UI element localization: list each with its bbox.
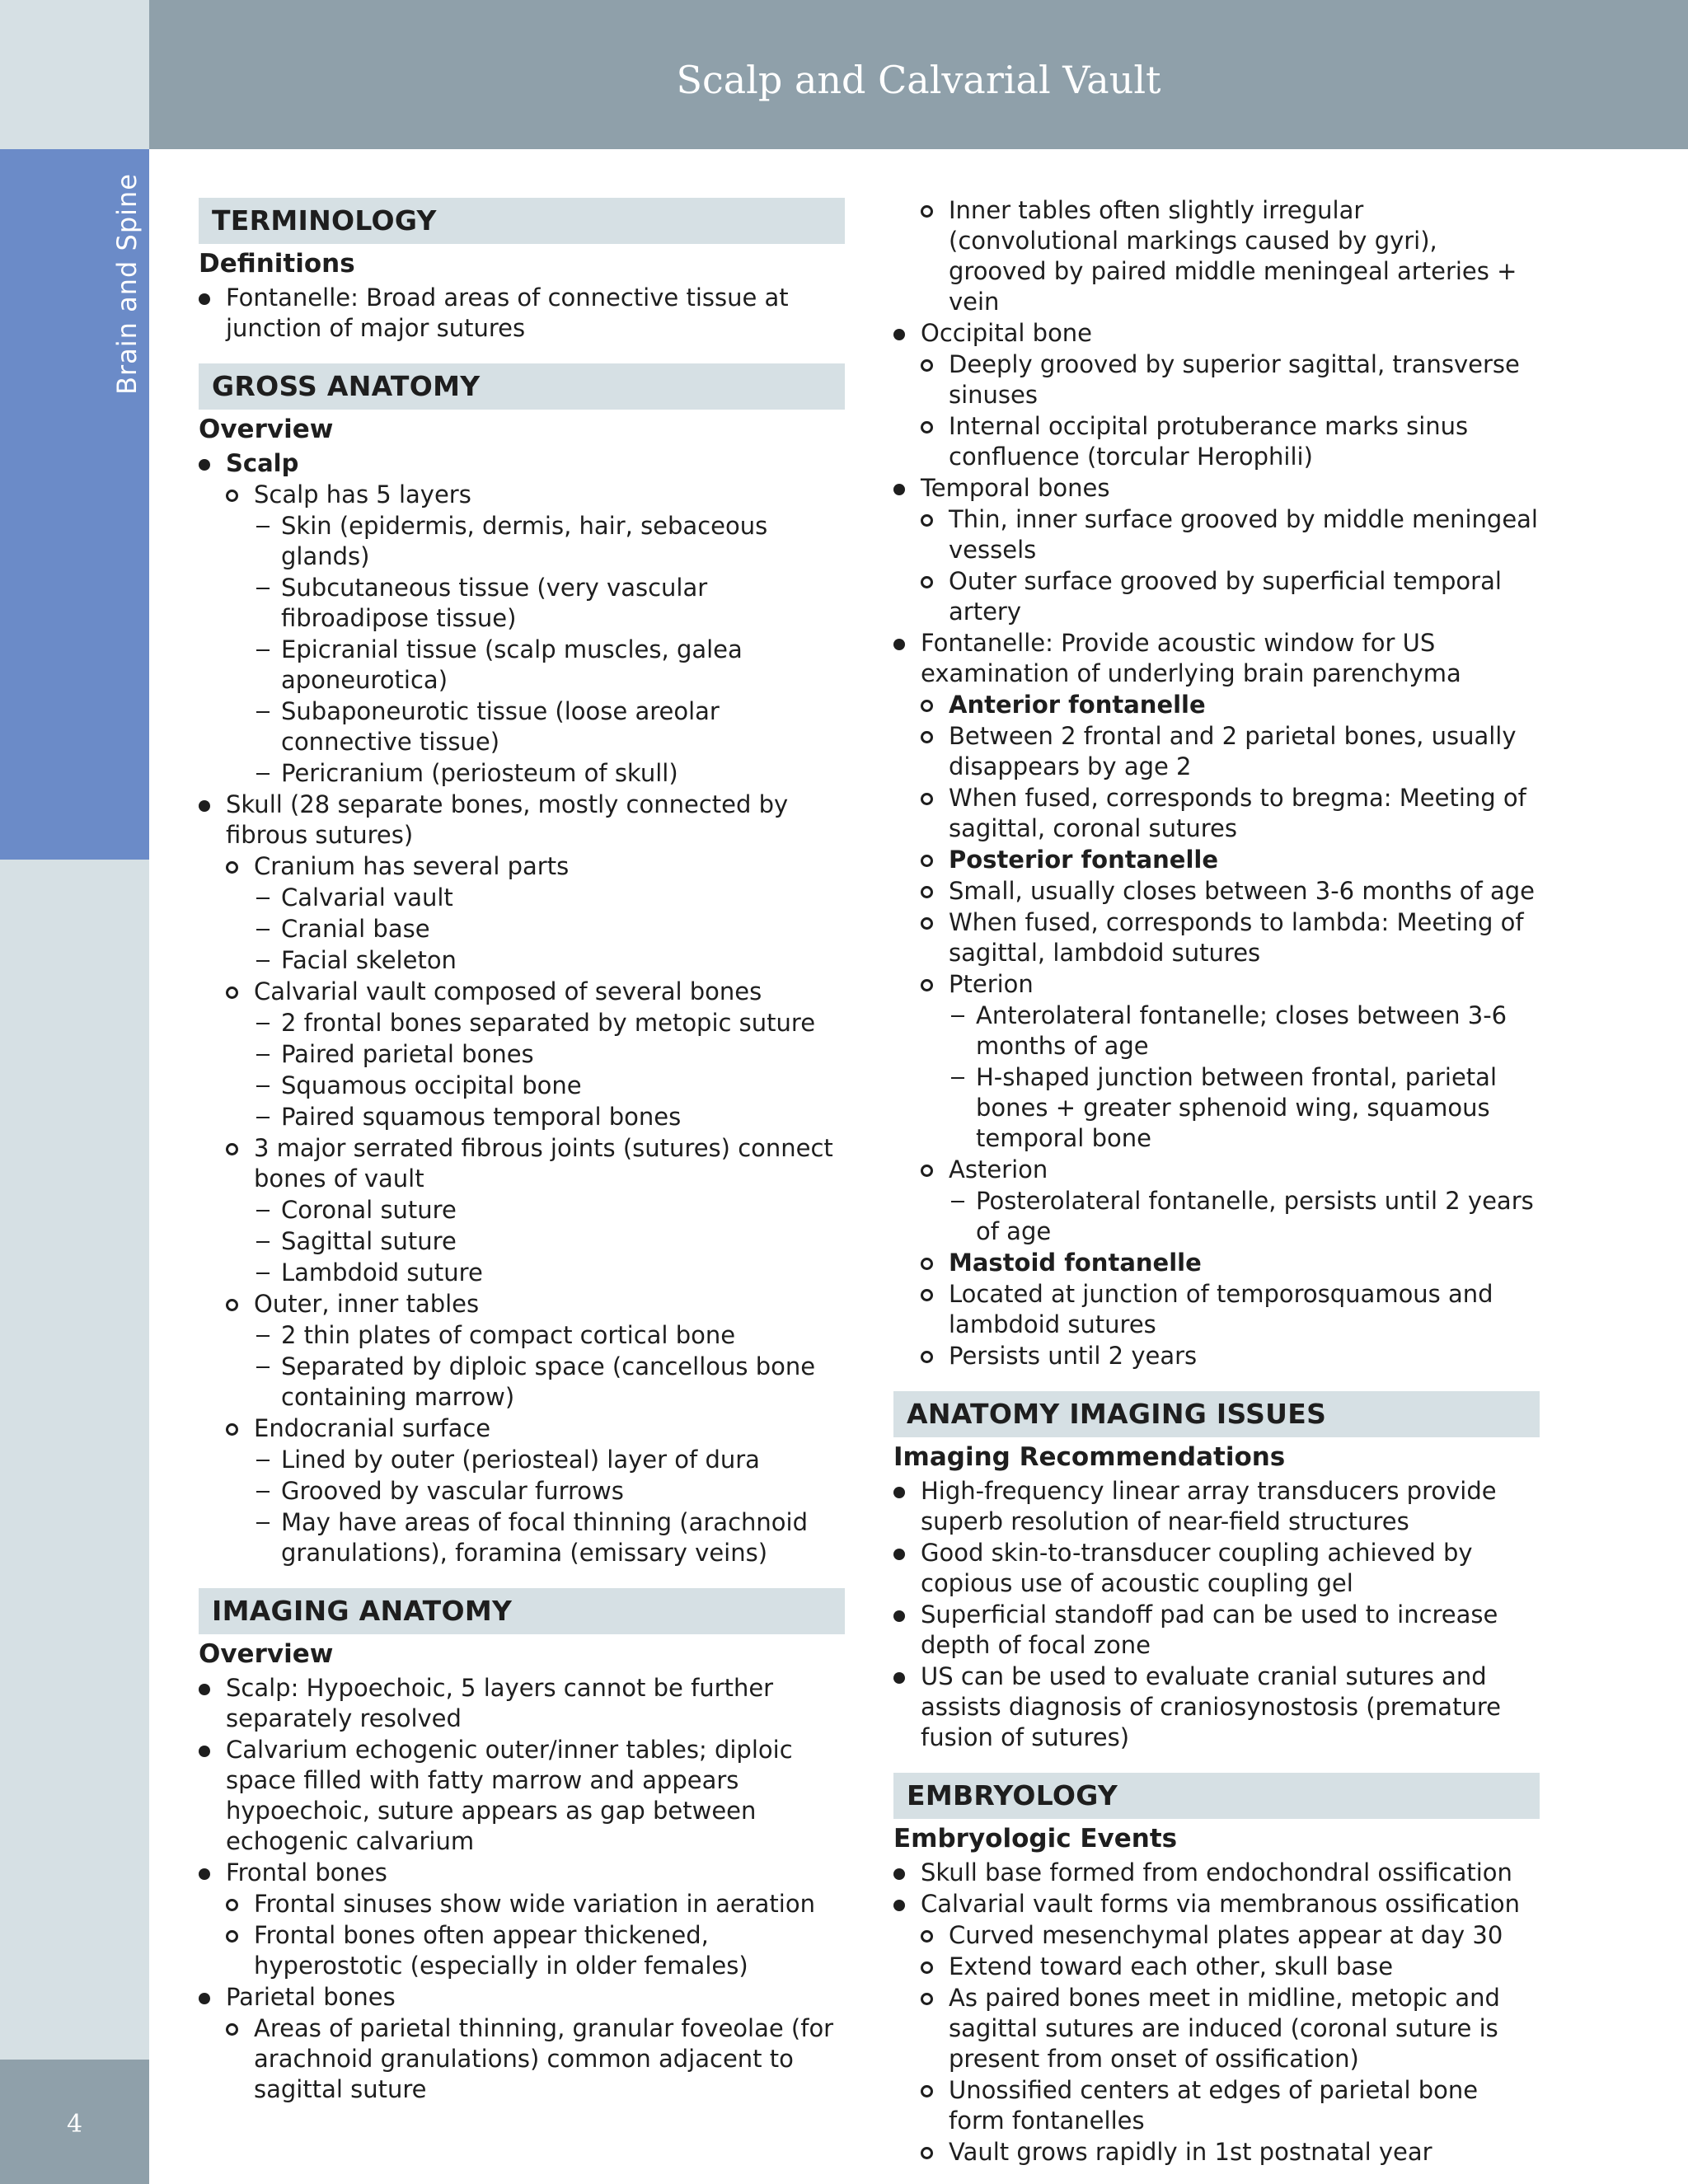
list-item: [893, 969, 1540, 1000]
list-item-text: High-frequency linear array transducers provide superb resolution of near-field structures: [921, 1477, 1497, 1535]
list-item-text: Small, usually closes between 3-6 months of age: [949, 877, 1535, 905]
bullet-ring-icon: [226, 1299, 238, 1311]
bullet-dash-icon: [256, 1210, 270, 1212]
bullet-ring-icon: [921, 793, 933, 805]
bullet-dash-icon: [256, 898, 270, 899]
list-item: [893, 1279, 1540, 1340]
list-item: [199, 1735, 845, 1857]
list-item-text: Endocranial surface: [254, 1414, 491, 1442]
section-heading: ANATOMY IMAGING ISSUES: [893, 1391, 1540, 1437]
bullet-dash-icon: [256, 1241, 270, 1243]
subsection-heading: Definitions: [199, 249, 355, 279]
list-item: [893, 349, 1540, 410]
list-item-text: Posterolateral fontanelle, persists until 2 years of age: [976, 1187, 1534, 1245]
list-item-text: Curved mesenchymal plates appear at day 30: [949, 1921, 1503, 1949]
bullet-ring-icon: [226, 490, 238, 502]
list-item-text: Fontanelle: Broad areas of connective tissue at junction of major sutures: [226, 284, 789, 342]
list-item: [199, 1071, 845, 1101]
bullet-dash-icon: [256, 526, 270, 527]
list-item-text: Anterior fontanelle: [949, 691, 1206, 719]
list-item: [199, 851, 845, 882]
bullet-dash-icon: [951, 1077, 964, 1079]
list-item-text: Mastoid fontanelle: [949, 1249, 1202, 1277]
list-item: [893, 1858, 1540, 1888]
bullet-ring-icon: [921, 359, 933, 372]
list-item: [893, 2137, 1540, 2168]
bullet-ring-icon: [921, 1258, 933, 1270]
list-item: [893, 1186, 1540, 1247]
list-item: [199, 945, 845, 976]
section-tab-label: Brain and Spine: [111, 173, 143, 395]
list-item: [893, 2075, 1540, 2136]
bullet-ring-icon: [921, 2147, 933, 2159]
bullet-dash-icon: [256, 1522, 270, 1524]
bullet-dash-icon: [256, 1335, 270, 1337]
list-item: [893, 1538, 1540, 1599]
bullet-ring-icon: [921, 1289, 933, 1301]
list-item: [893, 907, 1540, 968]
list-item-text: Pericranium (periosteum of skull): [281, 759, 678, 787]
bullet-ring-icon: [921, 886, 933, 898]
list-item: [893, 1920, 1540, 1951]
list-item: [199, 1476, 845, 1507]
bullet-dot-icon: [893, 1487, 905, 1498]
bullet-dot-icon: [893, 1868, 905, 1880]
bullet-dash-icon: [256, 1054, 270, 1056]
list-item: [199, 1889, 845, 1919]
bullet-ring-icon: [921, 1930, 933, 1943]
list-item: [893, 411, 1540, 472]
list-item: [199, 1133, 845, 1194]
list-item-text: Vault grows rapidly in 1st postnatal year: [949, 2138, 1432, 2166]
list-item-text: Cranial base: [281, 915, 430, 943]
bullet-ring-icon: [226, 1930, 238, 1943]
list-item: [893, 845, 1540, 875]
list-item-text: Skull base formed from endochondral ossification: [921, 1858, 1512, 1886]
list-item-text: May have areas of focal thinning (arachnoid granulations), foramina (emissary veins): [281, 1508, 808, 1567]
list-item-text: Skull (28 separate bones, mostly connected by fibrous sutures): [226, 790, 789, 849]
list-item-text: 2 thin plates of compact cortical bone: [281, 1321, 736, 1349]
list-item: [893, 690, 1540, 720]
list-item: [893, 1983, 1540, 2074]
list-item: [893, 783, 1540, 844]
list-item-text: As paired bones meet in midline, metopic and sagittal sutures are induced (coronal suture is present from onset of ossification): [949, 1984, 1500, 2073]
bullet-dash-icon: [951, 1015, 964, 1017]
list-item-text: Subcutaneous tissue (very vascular fibroadipose tissue): [281, 574, 708, 632]
list-item-text: Calvarium echogenic outer/inner tables; diploic space filled with fatty marrow and appears hypoechoic, suture appears as gap between echogenic calvarium: [226, 1736, 793, 1855]
list-item: [199, 1289, 845, 1319]
list-item-text: H-shaped junction between frontal, parietal bones + greater sphenoid wing, squamous temporal bone: [976, 1063, 1498, 1152]
list-item-text: Thin, inner surface grooved by middle meningeal vessels: [949, 505, 1538, 564]
list-item: [893, 1952, 1540, 1982]
bullet-ring-icon: [226, 1423, 238, 1436]
list-item-text: Scalp: Hypoechoic, 5 layers cannot be further separately resolved: [226, 1674, 774, 1732]
bullet-dash-icon: [256, 649, 270, 651]
list-item-text: Epicranial tissue (scalp muscles, galea aponeurotica): [281, 635, 743, 694]
bullet-ring-icon: [226, 1143, 238, 1155]
list-item-text: Parietal bones: [226, 1983, 396, 2011]
list-item: [893, 318, 1540, 349]
bullet-dash-icon: [256, 960, 270, 962]
bullet-dot-icon: [893, 1672, 905, 1684]
bullet-ring-icon: [226, 2023, 238, 2036]
bullet-dash-icon: [256, 1117, 270, 1118]
list-item: [199, 914, 845, 944]
list-item-text: US can be used to evaluate cranial sutures and assists diagnosis of craniosynostosis (premature fusion of sutures): [921, 1662, 1501, 1751]
list-item-text: Asterion: [949, 1155, 1048, 1183]
list-item: [199, 1039, 845, 1070]
list-item-text: Coronal suture: [281, 1196, 457, 1224]
bullet-ring-icon: [921, 1165, 933, 1177]
list-item: [199, 1102, 845, 1132]
list-item: [199, 1195, 845, 1226]
bullet-dash-icon: [256, 588, 270, 589]
bullet-dot-icon: [199, 800, 210, 812]
bullet-dot-icon: [893, 1549, 905, 1560]
bullet-ring-icon: [226, 1899, 238, 1911]
list-item: [199, 480, 845, 510]
list-item: [893, 1155, 1540, 1185]
list-item: [199, 283, 845, 344]
list-item-text: 3 major serrated fibrous joints (sutures) connect bones of vault: [254, 1134, 833, 1193]
list-item-text: Deeply grooved by superior sagittal, transverse sinuses: [949, 350, 1520, 409]
list-item-text: Pterion: [949, 970, 1034, 998]
list-item: [199, 1507, 845, 1568]
list-item: [199, 758, 845, 789]
bullet-dash-icon: [256, 711, 270, 713]
list-item: [893, 1661, 1540, 1753]
bullet-dot-icon: [199, 459, 210, 471]
left-column: [199, 194, 845, 2105]
list-item: [199, 1258, 845, 1288]
section-heading: GROSS ANATOMY: [199, 363, 845, 410]
list-item: [893, 473, 1540, 504]
list-item-text: Frontal sinuses show wide variation in aeration: [254, 1890, 815, 1918]
list-item: [199, 511, 845, 572]
list-item: [199, 790, 845, 851]
list-item-text: Internal occipital protuberance marks sinus confluence (torcular Herophili): [949, 412, 1469, 471]
list-item-text: Good skin-to-transducer coupling achieved by copious use of acoustic coupling gel: [921, 1539, 1473, 1597]
list-item: [199, 1226, 845, 1257]
list-item-text: 2 frontal bones separated by metopic suture: [281, 1009, 816, 1037]
list-item-text: Calvarial vault forms via membranous ossification: [921, 1890, 1520, 1918]
list-item-text: Calvarial vault composed of several bones: [254, 977, 762, 1005]
bullet-ring-icon: [921, 576, 933, 588]
list-item: [893, 1248, 1540, 1278]
list-item: [199, 2013, 845, 2105]
list-item-text: Outer surface grooved by superficial temporal artery: [949, 567, 1502, 626]
list-item-text: Between 2 frontal and 2 parietal bones, usually disappears by age 2: [949, 722, 1517, 780]
list-item-text: Temporal bones: [921, 474, 1110, 502]
list-item: [893, 1062, 1540, 1154]
list-item: [199, 1008, 845, 1038]
bullet-dot-icon: [199, 1993, 210, 2004]
section-heading: EMBRYOLOGY: [893, 1773, 1540, 1819]
bullet-dot-icon: [199, 1746, 210, 1757]
list-item: [199, 883, 845, 913]
list-item-text: Paired parietal bones: [281, 1040, 534, 1068]
bullet-ring-icon: [921, 700, 933, 712]
bullet-ring-icon: [921, 1351, 933, 1363]
list-item-text: Sagittal suture: [281, 1227, 457, 1255]
list-item-text: Scalp has 5 layers: [254, 480, 471, 509]
bullet-dot-icon: [893, 1610, 905, 1622]
right-column: [893, 194, 1540, 2168]
list-item-text: Extend toward each other, skull base: [949, 1952, 1394, 1980]
list-item: [199, 635, 845, 696]
list-item-text: Fontanelle: Provide acoustic window for US examination of underlying brain parenchyma: [921, 629, 1461, 687]
section-heading: TERMINOLOGY: [199, 198, 845, 244]
bullet-ring-icon: [921, 514, 933, 527]
bullet-dash-icon: [256, 1272, 270, 1274]
list-item: [893, 504, 1540, 565]
list-item-text: When fused, corresponds to lambda: Meeting of sagittal, lambdoid sutures: [949, 908, 1524, 967]
bullet-ring-icon: [921, 979, 933, 991]
list-item-text: Frontal bones: [226, 1858, 387, 1886]
subsection-heading: Imaging Recommendations: [893, 1442, 1286, 1472]
list-item: [893, 566, 1540, 627]
list-item-text: Squamous occipital bone: [281, 1071, 582, 1099]
list-item: [199, 448, 845, 479]
list-item: [893, 1341, 1540, 1371]
list-item-text: Inner tables often slightly irregular (convolutional markings caused by gyri), grooved by paired middle meningeal arteries + vein: [949, 196, 1517, 316]
page-number: 4: [66, 2110, 83, 2139]
list-item-text: Located at junction of temporosquamous and lambdoid sutures: [949, 1280, 1493, 1338]
bullet-ring-icon: [921, 1993, 933, 2005]
bullet-ring-icon: [921, 1961, 933, 1974]
bullet-dot-icon: [893, 329, 905, 340]
bullet-dash-icon: [951, 1201, 964, 1202]
bullet-ring-icon: [226, 861, 238, 874]
list-item: [893, 195, 1540, 317]
bullet-dot-icon: [893, 639, 905, 650]
bullet-ring-icon: [921, 731, 933, 743]
list-item-text: Skin (epidermis, dermis, hair, sebaceous glands): [281, 512, 768, 570]
bullet-ring-icon: [921, 205, 933, 218]
list-item-text: Scalp: [226, 449, 299, 477]
list-item-text: Occipital bone: [921, 319, 1093, 347]
list-item-text: Superficial standoff pad can be used to increase depth of focal zone: [921, 1601, 1498, 1659]
list-item: [893, 1001, 1540, 1062]
bullet-ring-icon: [921, 917, 933, 930]
section-heading: IMAGING ANATOMY: [199, 1588, 845, 1634]
bullet-ring-icon: [921, 2085, 933, 2097]
bullet-dash-icon: [256, 1460, 270, 1461]
bullet-dot-icon: [893, 484, 905, 495]
list-item-text: Frontal bones often appear thickened, hyperostotic (especially in older females): [254, 1921, 748, 1980]
list-item-text: Posterior fontanelle: [949, 846, 1219, 874]
bullet-dot-icon: [199, 1684, 210, 1695]
subsection-heading: Embryologic Events: [893, 1824, 1178, 1854]
list-item-text: Subaponeurotic tissue (loose areolar connective tissue): [281, 697, 720, 756]
bullet-ring-icon: [226, 987, 238, 999]
list-item-text: Paired squamous temporal bones: [281, 1103, 682, 1131]
bullet-ring-icon: [921, 855, 933, 867]
list-item: [893, 876, 1540, 907]
bullet-dash-icon: [256, 773, 270, 775]
list-item: [199, 1320, 845, 1351]
list-item: [893, 1476, 1540, 1537]
page-title: Scalp and Calvarial Vault: [676, 58, 1161, 102]
subsection-heading: Overview: [199, 1639, 334, 1669]
list-item-text: Calvarial vault: [281, 883, 453, 912]
list-item: [199, 573, 845, 634]
list-item: [199, 1352, 845, 1413]
bullet-dot-icon: [199, 293, 210, 305]
list-item-text: Lambdoid suture: [281, 1258, 483, 1286]
list-item: [199, 1413, 845, 1444]
list-item: [893, 1600, 1540, 1661]
list-item: [893, 628, 1540, 689]
list-item: [199, 696, 845, 757]
list-item-text: Unossified centers at edges of parietal bone form fontanelles: [949, 2076, 1479, 2135]
bullet-dash-icon: [256, 1023, 270, 1024]
bullet-dot-icon: [199, 1868, 210, 1880]
list-item-text: Areas of parietal thinning, granular foveolae (for arachnoid granulations) common adjacent to sagittal suture: [254, 2014, 834, 2103]
list-item-text: Cranium has several parts: [254, 852, 570, 880]
list-item: [199, 1673, 845, 1734]
list-item: [199, 1858, 845, 1888]
list-item-text: Separated by diploic space (cancellous bone containing marrow): [281, 1352, 816, 1411]
list-item: [199, 1920, 845, 1981]
bullet-dash-icon: [256, 1085, 270, 1087]
side-top-block: [0, 0, 149, 149]
bullet-dash-icon: [256, 1366, 270, 1368]
list-item-text: Facial skeleton: [281, 946, 457, 974]
list-item-text: Grooved by vascular furrows: [281, 1477, 624, 1505]
list-item-text: Lined by outer (periosteal) layer of dura: [281, 1446, 760, 1474]
list-item-text: When fused, corresponds to bregma: Meeting of sagittal, coronal sutures: [949, 784, 1526, 842]
list-item-text: Persists until 2 years: [949, 1342, 1198, 1370]
list-item-text: Anterolateral fontanelle; closes between 3-6 months of age: [976, 1001, 1507, 1060]
list-item-text: Outer, inner tables: [254, 1290, 480, 1318]
bullet-ring-icon: [921, 421, 933, 434]
list-item: [199, 977, 845, 1007]
list-item: [893, 721, 1540, 782]
subsection-heading: Overview: [199, 415, 334, 444]
bullet-dot-icon: [893, 1900, 905, 1911]
list-item: [893, 1889, 1540, 1919]
bullet-dash-icon: [256, 929, 270, 930]
list-item: [199, 1445, 845, 1475]
bullet-dash-icon: [256, 1491, 270, 1493]
list-item: [199, 1982, 845, 2013]
